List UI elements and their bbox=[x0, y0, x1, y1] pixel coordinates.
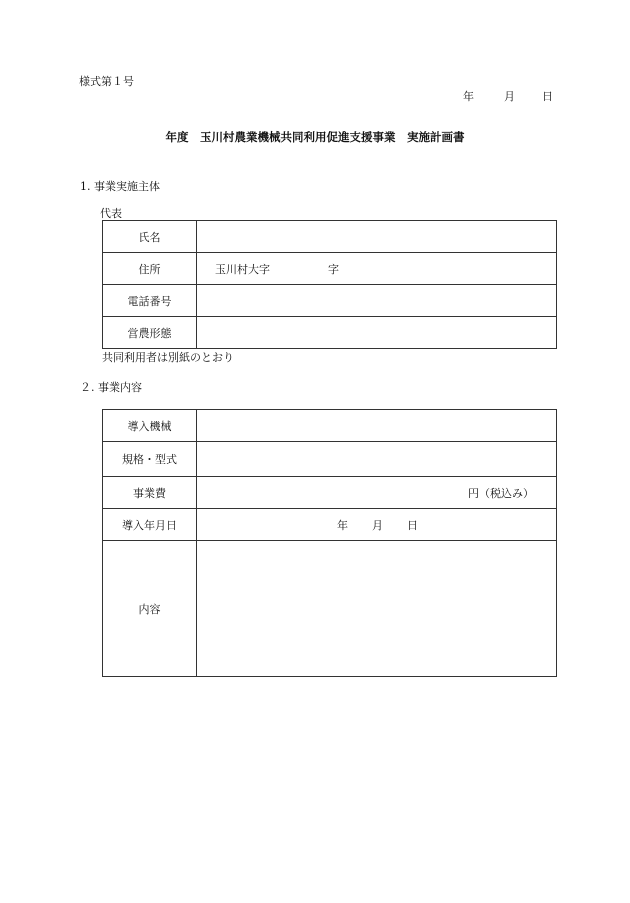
cost-field[interactable] bbox=[197, 477, 557, 509]
table-row bbox=[103, 477, 557, 509]
form-number: 様式第１号 bbox=[79, 75, 134, 88]
table-row bbox=[103, 509, 557, 541]
table-row bbox=[103, 285, 557, 317]
farming-type-field[interactable] bbox=[197, 317, 557, 349]
table-row bbox=[103, 410, 557, 442]
date-year: 年 bbox=[463, 90, 474, 103]
intro-day: 日 bbox=[407, 518, 418, 532]
cost-unit: 円（税込み） bbox=[468, 486, 534, 500]
table-row bbox=[103, 253, 557, 285]
section2-heading: ２. 事業内容 bbox=[80, 381, 142, 394]
name-field[interactable] bbox=[197, 221, 557, 253]
co-user-note: 共同利用者は別紙のとおり bbox=[102, 351, 234, 364]
name-label: 氏名 bbox=[103, 221, 197, 253]
address-field[interactable] bbox=[197, 253, 557, 285]
date-day: 日 bbox=[542, 90, 553, 103]
table-row bbox=[103, 317, 557, 349]
address-suffix: 字 bbox=[328, 262, 339, 276]
intro-date-field[interactable] bbox=[197, 509, 557, 541]
farming-type-label: 営農形態 bbox=[103, 317, 197, 349]
content-label: 内容 bbox=[103, 541, 197, 677]
representative-label: 代表 bbox=[100, 207, 122, 220]
table-row bbox=[103, 221, 557, 253]
project-content-table bbox=[102, 409, 557, 677]
intro-month: 月 bbox=[372, 518, 383, 532]
implementer-table bbox=[102, 220, 557, 349]
spec-model-field[interactable] bbox=[197, 442, 557, 477]
phone-field[interactable] bbox=[197, 285, 557, 317]
document-date bbox=[463, 88, 553, 104]
intro-year: 年 bbox=[337, 518, 348, 532]
address-prefix: 玉川村大字 bbox=[215, 262, 270, 276]
table-row bbox=[103, 541, 557, 677]
cost-label: 事業費 bbox=[103, 477, 197, 509]
date-month: 月 bbox=[504, 90, 515, 103]
content-field[interactable] bbox=[197, 541, 557, 677]
section1-heading: 1. 事業実施主体 bbox=[80, 180, 160, 193]
address-label: 住所 bbox=[103, 253, 197, 285]
machine-field[interactable] bbox=[197, 410, 557, 442]
intro-date-label: 導入年月日 bbox=[103, 509, 197, 541]
page-title: 年度 玉川村農業機械共同利用促進支援事業 実施計画書 bbox=[165, 130, 465, 144]
phone-label: 電話番号 bbox=[103, 285, 197, 317]
table-row bbox=[103, 442, 557, 477]
spec-model-label: 規格・型式 bbox=[103, 442, 197, 477]
machine-label: 導入機械 bbox=[103, 410, 197, 442]
